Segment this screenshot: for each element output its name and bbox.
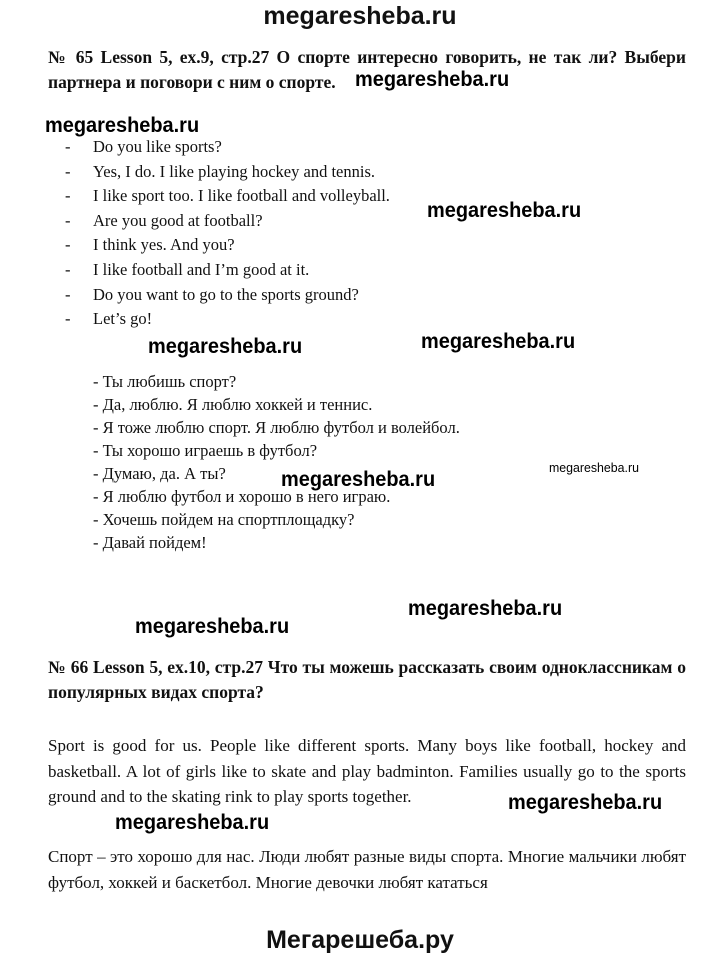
dialogue-line: - Хочешь пойдем на спортплощадку? [93,510,355,529]
dialogue-russian [93,370,460,554]
exercise-65-heading: № 65 Lesson 5, ex.9, стр.27 О спорте интересно говорить, не так ли? Выбери партнера и поговори с ним о спорте. [48,47,686,92]
english-text: Sport is good for us. People like different sports. Many boys like football, hockey and basketball. A lot of girls like to skate and play badminton. Families usually go to the sports ground and to the skating rink to play sports together. [48,736,686,806]
dialogue-text: Do you want to go to the sports ground? [93,284,359,304]
site-title: megaresheba.ru [263,2,457,30]
dialogue-english [65,135,390,332]
watermark: megaresheba.ru [148,335,303,358]
dialogue-line: - Do you like sports? [65,137,222,156]
dialogue-text: Let’s go! [93,309,153,329]
watermark: megaresheba.ru [408,597,563,620]
dialogue-line: - Yes, I do. I like playing hockey and tennis. [65,161,375,181]
russian-text: Спорт – это хорошо для нас. Люди любят разные виды спорта. Многие мальчики любят футбол, хоккей и баскетбол. Многие девочки любят кататься [48,847,686,892]
dialogue-line: - Я люблю футбол и хорошо в него играю. [93,487,391,506]
dialogue-line: - Я тоже люблю спорт. Я люблю футбол и волейбол. [93,418,460,437]
dialogue-line: - Are you good at football? [65,210,263,230]
dialogue-line: - Давай пойдем! [93,533,207,552]
watermark: megaresheba.ru [421,330,576,353]
watermark: megaresheba.ru [281,468,436,491]
dialogue-line: - Ты любишь спорт? [93,372,237,391]
dialogue-line: - I think yes. And you? [65,235,235,255]
dialogue-line: - Думаю, да. А ты? [93,464,226,483]
dialogue-line: - I like sport too. I like football and volleyball. [65,186,390,206]
dialogue-line: - Ты хорошо играешь в футбол? [93,441,318,460]
watermark: megaresheba.ru [508,791,663,814]
dialogue-line: - Do you want to go to the sports ground? [65,284,359,304]
dialogue-text: Yes, I do. I like playing hockey and tennis. [93,161,375,181]
exercise-66-heading: № 66 Lesson 5, ex.10, стр.27 Что ты можешь рассказать своим одноклассникам о популярных видах спорта? [48,657,686,702]
dialogue-text: I like sport too. I like football and volleyball. [93,186,390,206]
watermark: megaresheba.ru [549,460,639,475]
footer-title: Мегарешеба.ру [266,926,454,954]
watermark: megaresheba.ru [355,68,510,91]
dialogue-line: - I like football and I’m good at it. [65,259,310,279]
dialogue-text: Do you like sports? [93,137,222,156]
watermark: megaresheba.ru [427,199,582,222]
dialogue-text: I think yes. And you? [93,235,235,255]
watermark: megaresheba.ru [135,615,290,638]
dialogue-line: - Да, люблю. Я люблю хоккей и теннис. [93,395,373,414]
dialogue-text: Are you good at football? [93,210,263,230]
dialogue-text: I like football and I’m good at it. [93,259,310,279]
watermark: megaresheba.ru [45,114,200,137]
watermark: megaresheba.ru [115,811,270,834]
dialogue-line: - Let’s go! [65,309,153,329]
